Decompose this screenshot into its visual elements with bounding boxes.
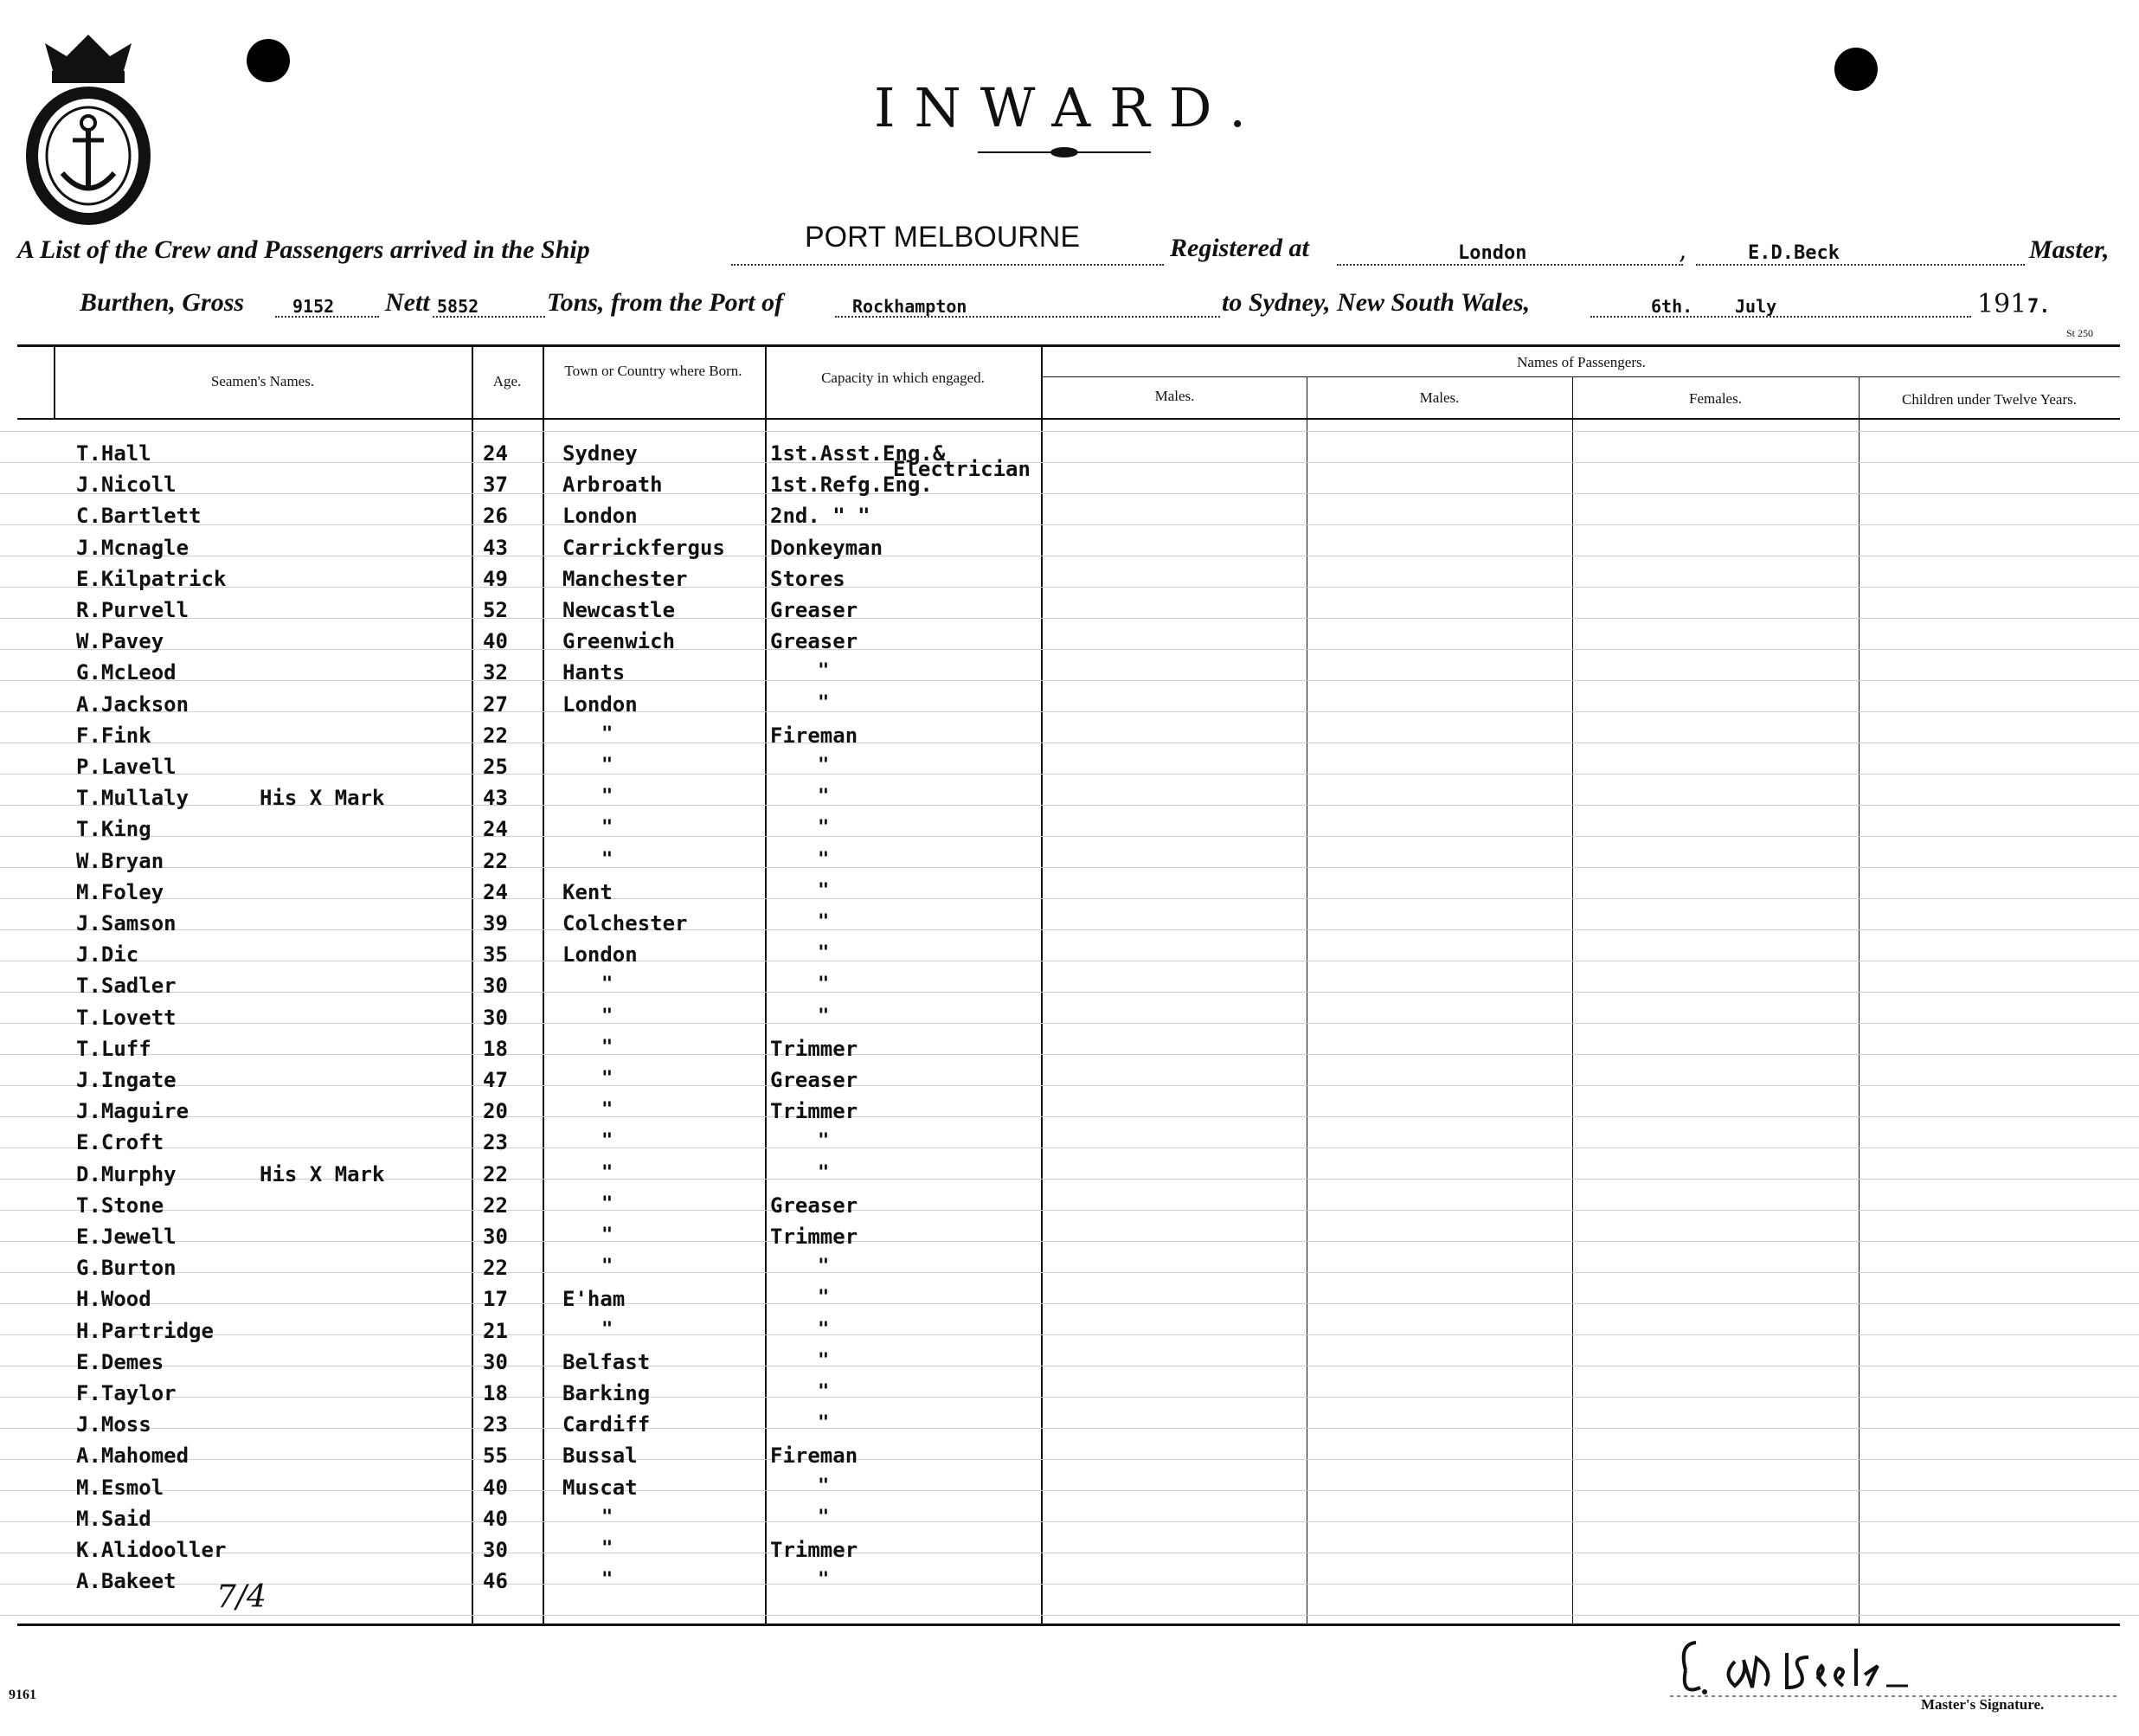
col-header-names: Seamen's Names.	[210, 373, 315, 389]
seaman-capacity: Donkeyman	[770, 535, 883, 560]
seaman-name: G.McLeod	[76, 660, 177, 685]
seaman-name: T.Stone	[76, 1193, 164, 1218]
seaman-capacity: 1st.Refg.Eng.	[770, 473, 933, 498]
seaman-birthplace: Newcastle	[562, 598, 676, 622]
table-row	[0, 536, 2139, 567]
seaman-name: W.Pavey	[76, 629, 164, 654]
seaman-age: 18	[483, 1381, 508, 1405]
seaman-mark: His X Mark	[260, 786, 385, 811]
table-row	[0, 504, 2139, 535]
header-line1-prefix: A List of the Crew and Passengers arrived in the Ship	[17, 235, 590, 264]
seaman-age: 24	[483, 441, 508, 466]
table-row	[0, 567, 2139, 598]
table-row	[0, 942, 2139, 974]
seaman-age: 22	[483, 723, 508, 748]
seaman-age: 23	[483, 1412, 508, 1437]
seaman-capacity: "	[818, 1287, 830, 1309]
master-signature-label: Master's Signature.	[1921, 1696, 2045, 1713]
seaman-name: T.Lovett	[76, 1005, 177, 1030]
seaman-birthplace: "	[601, 1005, 613, 1027]
table-row	[0, 1099, 2139, 1130]
date-day: 6th.	[1651, 296, 1693, 317]
seaman-name: T.Sadler	[76, 974, 177, 999]
gross-tons: 9152	[292, 296, 335, 317]
table-row	[0, 598, 2139, 629]
seaman-age: 39	[483, 911, 508, 936]
title-ornament-icon	[978, 145, 1151, 159]
comma: ,	[1679, 235, 1687, 266]
seaman-capacity: "	[818, 1130, 830, 1153]
table-row	[0, 1476, 2139, 1507]
col-header-males: Males.	[1419, 389, 1460, 406]
table-row	[0, 1287, 2139, 1318]
seaman-birthplace: "	[601, 1068, 613, 1090]
table-row	[0, 911, 2139, 942]
table-row	[0, 1006, 2139, 1037]
seaman-name: F.Taylor	[76, 1381, 177, 1405]
seaman-age: 30	[483, 1225, 508, 1249]
seaman-age: 32	[483, 660, 508, 685]
seaman-name: J.Maguire	[76, 1099, 189, 1124]
table-row	[0, 1193, 2139, 1225]
seaman-birthplace: Arbroath	[562, 473, 663, 498]
table-row	[0, 1569, 2139, 1600]
seaman-age: 22	[483, 1161, 508, 1186]
seaman-age: 25	[483, 755, 508, 779]
seaman-age: 40	[483, 1506, 508, 1531]
seaman-capacity: "	[818, 879, 830, 902]
seaman-name: M.Foley	[76, 879, 164, 904]
seaman-name: E.Croft	[76, 1130, 164, 1155]
table-row	[0, 1130, 2139, 1161]
seaman-name: G.Burton	[76, 1256, 177, 1281]
seaman-birthplace: E'ham	[562, 1287, 626, 1312]
seaman-birthplace: "	[601, 1256, 613, 1278]
seaman-name: J.Samson	[76, 911, 177, 936]
seaman-birthplace: "	[601, 1099, 613, 1122]
table-row	[0, 974, 2139, 1005]
table-row	[0, 660, 2139, 691]
table-row	[0, 817, 2139, 848]
seaman-birthplace: "	[601, 786, 613, 808]
seaman-capacity: 2nd. " "	[770, 504, 870, 529]
seaman-name: J.Mcnagle	[76, 535, 189, 560]
seaman-capacity: "	[818, 848, 830, 871]
seaman-name: E.Demes	[76, 1349, 164, 1374]
table-row	[0, 1225, 2139, 1256]
table-row	[0, 1162, 2139, 1193]
seaman-age: 37	[483, 473, 508, 498]
seaman-capacity: Fireman	[770, 1443, 858, 1469]
seaman-capacity: "	[818, 786, 830, 808]
seaman-capacity: "	[818, 942, 830, 965]
seaman-name: A.Bakeet	[76, 1569, 177, 1594]
table-row	[0, 880, 2139, 911]
capacity-continuation: Electrician	[893, 457, 1031, 481]
seaman-name: A.Mahomed	[76, 1443, 189, 1469]
seaman-birthplace: Belfast	[562, 1349, 651, 1374]
seaman-capacity: Greaser	[770, 598, 858, 622]
seaman-age: 30	[483, 1349, 508, 1374]
seaman-birthplace: Cardiff	[562, 1412, 651, 1437]
table-row	[0, 1538, 2139, 1569]
table-header-rule	[17, 418, 2120, 420]
form-reference: St 250	[2066, 327, 2094, 339]
seaman-capacity: "	[818, 1161, 830, 1184]
seaman-age: 26	[483, 504, 508, 529]
seaman-birthplace: Barking	[562, 1381, 651, 1405]
nett-tons: 5852	[437, 296, 479, 317]
seaman-age: 46	[483, 1569, 508, 1594]
table-row	[0, 755, 2139, 786]
seaman-birthplace: "	[601, 1506, 613, 1528]
seaman-birthplace: "	[601, 1569, 613, 1591]
col-header-age: Age.	[492, 373, 522, 389]
seaman-birthplace: London	[562, 691, 638, 717]
seaman-birthplace: "	[601, 817, 613, 839]
seaman-name: W.Bryan	[76, 848, 164, 873]
seaman-capacity: "	[818, 1381, 830, 1403]
table-row	[0, 1256, 2139, 1287]
table-top-rule	[17, 344, 2120, 347]
seaman-age: 24	[483, 879, 508, 904]
seaman-age: 49	[483, 566, 508, 591]
seaman-birthplace: "	[601, 1318, 613, 1341]
seaman-birthplace: "	[601, 755, 613, 776]
seaman-birthplace: Bussal	[562, 1443, 638, 1469]
seaman-age: 23	[483, 1130, 508, 1155]
seaman-birthplace: "	[601, 1538, 613, 1559]
seaman-name: E.Kilpatrick	[76, 566, 227, 591]
to-label: to Sydney, New South Wales,	[1222, 288, 1531, 317]
seaman-birthplace: "	[601, 1225, 613, 1246]
seaman-name: A.Jackson	[76, 691, 189, 717]
seaman-age: 22	[483, 1193, 508, 1218]
seaman-mark: His X Mark	[260, 1161, 385, 1186]
ruled-line	[0, 1615, 2139, 1616]
seaman-birthplace: Manchester	[562, 566, 688, 591]
table-row	[0, 1319, 2139, 1350]
seaman-birthplace: Kent	[562, 879, 613, 904]
page-title: INWARD.	[873, 76, 1266, 139]
table-row	[0, 1381, 2139, 1412]
seaman-name: T.Mullaly	[76, 786, 189, 811]
seaman-capacity: "	[818, 817, 830, 839]
ship-name-line	[731, 264, 1164, 266]
seaman-name: T.Hall	[76, 441, 151, 466]
table-row	[0, 441, 2139, 473]
form-number: 9161	[9, 1688, 36, 1702]
seaman-age: 30	[483, 1005, 508, 1030]
seaman-birthplace: Colchester	[562, 911, 688, 936]
seaman-name: J.Moss	[76, 1412, 151, 1437]
seaman-capacity: "	[818, 1412, 830, 1435]
seaman-age: 22	[483, 848, 508, 873]
from-port: Rockhampton	[852, 296, 967, 317]
seaman-name: R.Purvell	[76, 598, 189, 622]
seaman-age: 43	[483, 535, 508, 560]
seaman-age: 27	[483, 691, 508, 717]
seaman-age: 40	[483, 629, 508, 654]
table-row	[0, 723, 2139, 755]
table-row	[0, 1412, 2139, 1443]
seaman-capacity: "	[818, 660, 830, 683]
seaman-capacity: "	[818, 1256, 830, 1278]
seaman-name: M.Esmol	[76, 1475, 164, 1500]
seaman-birthplace: "	[601, 723, 613, 745]
col-header-passengers: Names of Passengers.	[1517, 354, 1646, 370]
seaman-name: M.Said	[76, 1506, 151, 1531]
master-label: Master,	[2029, 235, 2110, 264]
seaman-age: 47	[483, 1068, 508, 1092]
seaman-birthplace: London	[562, 942, 638, 968]
table-row	[0, 786, 2139, 817]
year-prefix: 191	[1977, 289, 2027, 319]
tons-from-label: Tons, from the Port of	[547, 288, 784, 317]
seaman-capacity: "	[818, 911, 830, 933]
seaman-name: H.Partridge	[76, 1318, 214, 1343]
seaman-capacity: "	[818, 1005, 830, 1027]
nett-label: Nett	[385, 288, 430, 317]
seaman-age: 20	[483, 1099, 508, 1124]
table-row	[0, 1443, 2139, 1475]
seaman-capacity: "	[818, 1569, 830, 1591]
table-row	[0, 629, 2139, 660]
seaman-capacity: "	[818, 1349, 830, 1372]
seaman-name: E.Jewell	[76, 1225, 177, 1249]
seaman-capacity: Greaser	[770, 1068, 858, 1092]
table-bottom-rule	[17, 1623, 2120, 1626]
seaman-birthplace: Muscat	[562, 1475, 638, 1500]
master-line	[1696, 264, 2025, 266]
seaman-name: T.King	[76, 817, 151, 842]
table-row	[0, 1037, 2139, 1068]
seaman-capacity: "	[818, 1506, 830, 1528]
passenger-subheader-rule	[1043, 376, 2120, 377]
seaman-age: 22	[483, 1256, 508, 1281]
seaman-capacity: Trimmer	[770, 1099, 858, 1124]
seaman-age: 40	[483, 1475, 508, 1500]
seaman-capacity: Greaser	[770, 1193, 858, 1218]
seaman-capacity: Trimmer	[770, 1538, 858, 1562]
seaman-age: 30	[483, 974, 508, 999]
date-line	[1590, 316, 1971, 318]
seaman-birthplace: "	[601, 1193, 613, 1215]
seaman-age: 18	[483, 1036, 508, 1061]
year-suffix: 7.	[2027, 296, 2051, 318]
registered-label: Registered at	[1170, 234, 1309, 262]
col-header-males: Males.	[1154, 388, 1195, 404]
seaman-capacity: "	[818, 755, 830, 776]
table-row	[0, 473, 2139, 504]
seaman-birthplace: "	[601, 1161, 613, 1184]
table-row	[0, 692, 2139, 723]
col-header-females: Females.	[1689, 390, 1742, 407]
seaman-capacity: "	[818, 1318, 830, 1341]
seaman-birthplace: "	[601, 1130, 613, 1153]
date-month: July	[1735, 296, 1777, 317]
seaman-birthplace: Greenwich	[562, 629, 676, 654]
table-row	[0, 1068, 2139, 1099]
seaman-age: 52	[483, 598, 508, 622]
seaman-name: H.Wood	[76, 1287, 151, 1312]
registered-port: London	[1458, 242, 1527, 264]
seaman-birthplace: London	[562, 504, 638, 529]
seaman-name: J.Ingate	[76, 1068, 177, 1092]
seaman-name: J.Nicoll	[76, 473, 177, 498]
table-row	[0, 849, 2139, 880]
seaman-age: 43	[483, 786, 508, 811]
seaman-birthplace: Sydney	[562, 441, 638, 466]
ruled-line	[0, 431, 2139, 432]
table-row	[0, 1507, 2139, 1538]
seaman-capacity: Greaser	[770, 629, 858, 654]
seaman-age: 35	[483, 942, 508, 968]
seaman-age: 30	[483, 1538, 508, 1562]
seaman-capacity: 1st.Asst.Eng.&	[770, 441, 946, 466]
seaman-name: C.Bartlett	[76, 504, 202, 529]
handwritten-annotation: 7/4	[216, 1579, 267, 1615]
seaman-name: K.Alidooller	[76, 1538, 227, 1562]
master-name: E.D.Beck	[1748, 242, 1840, 264]
seaman-capacity: Trimmer	[770, 1225, 858, 1249]
seaman-age: 55	[483, 1443, 508, 1469]
ship-name: PORT MELBOURNE	[805, 221, 1081, 254]
seaman-name: T.Luff	[76, 1036, 151, 1061]
burthen-label: Burthen, Gross	[80, 288, 245, 317]
table-row	[0, 1350, 2139, 1381]
seaman-birthplace: Hants	[562, 660, 626, 685]
col-header-town: Town or Country where Born.	[564, 363, 742, 379]
seaman-age: 24	[483, 817, 508, 842]
col-header-capacity: Capacity in which engaged.	[821, 370, 985, 386]
seaman-capacity: "	[818, 1475, 830, 1497]
seaman-name: P.Lavell	[76, 755, 177, 779]
seaman-birthplace: "	[601, 848, 613, 871]
seaman-birthplace: Carrickfergus	[562, 535, 725, 560]
registered-line	[1337, 264, 1683, 266]
seaman-name: F.Fink	[76, 723, 151, 748]
master-signature-icon	[1670, 1627, 2120, 1722]
seaman-capacity: Trimmer	[770, 1036, 858, 1061]
seaman-capacity: Stores	[770, 566, 845, 591]
seaman-name: J.Dic	[76, 942, 139, 968]
seaman-age: 21	[483, 1318, 508, 1343]
seaman-name: D.Murphy	[76, 1161, 177, 1186]
seaman-capacity: Fireman	[770, 723, 858, 748]
seaman-age: 17	[483, 1287, 508, 1312]
seaman-birthplace: "	[601, 1036, 613, 1058]
col-header-children: Children under Twelve Years.	[1902, 391, 2077, 408]
seaman-capacity: "	[818, 974, 830, 996]
seaman-birthplace: "	[601, 974, 613, 996]
seaman-capacity: "	[818, 691, 830, 714]
